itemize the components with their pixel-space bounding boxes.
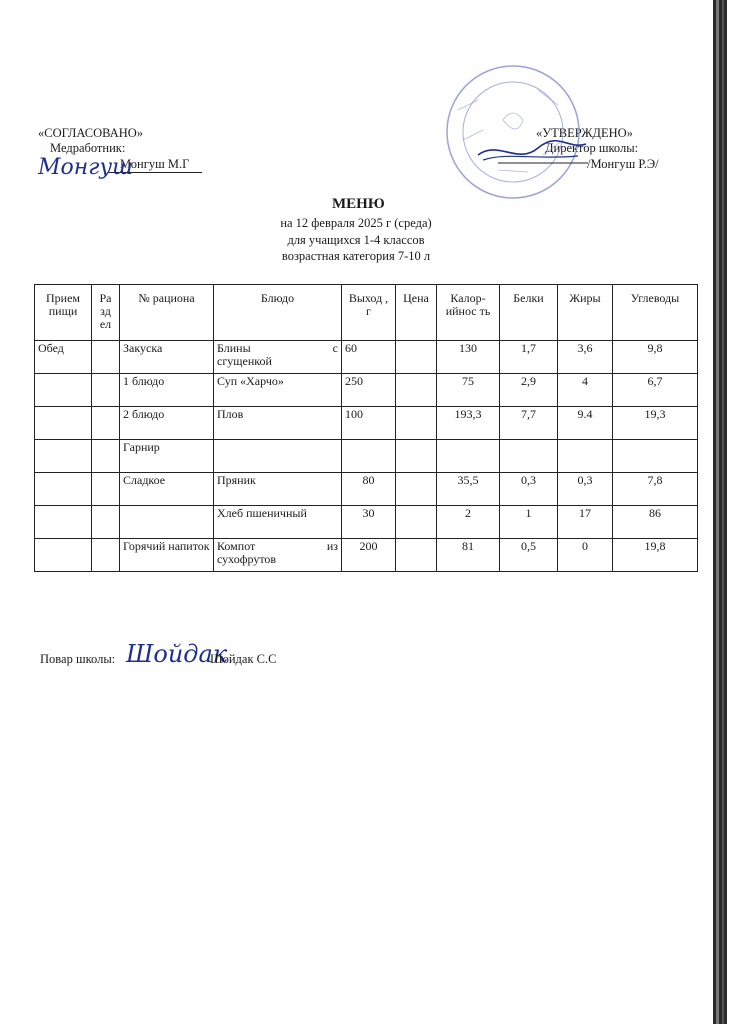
- cell-fat: 0,3: [558, 473, 613, 506]
- cell-output: 60: [342, 341, 396, 374]
- cell-dish: [214, 440, 342, 473]
- col-meal: Прием пищи: [35, 285, 92, 341]
- cell-calories: 2: [437, 506, 500, 539]
- cell-meal: [35, 374, 92, 407]
- menu-table: [34, 284, 698, 572]
- cell-dish: Пряник: [214, 473, 342, 506]
- cell-course: Горячий напиток: [120, 539, 214, 572]
- table-row: [35, 506, 698, 539]
- director-name: /Монгуш Р.Э/: [587, 157, 659, 171]
- cell-price: [396, 506, 437, 539]
- cell-course: 1 блюдо: [120, 374, 214, 407]
- dish-word-2: из: [326, 539, 338, 553]
- cell-output: 100: [342, 407, 396, 440]
- cell-carbs: 19,8: [613, 539, 698, 572]
- agreed-label: «СОГЛАСОВАНО»: [38, 126, 144, 140]
- cell-protein: 7,7: [500, 407, 558, 440]
- cell-meal: [35, 506, 92, 539]
- cell-protein: [500, 440, 558, 473]
- cell-fat: 4: [558, 374, 613, 407]
- cell-carbs: 19,3: [613, 407, 698, 440]
- cell-course: Закуска: [120, 341, 214, 374]
- cell-dish: Хлеб пшеничный: [214, 506, 342, 539]
- cook-signature-text: Шойдак: [126, 640, 228, 668]
- cell-course: Гарнир: [120, 440, 214, 473]
- cell-protein: 2,9: [500, 374, 558, 407]
- cook-signature-image: [124, 636, 228, 670]
- cell-meal: [35, 473, 92, 506]
- col-ration: № рациона: [120, 285, 214, 341]
- cell-output: 80: [342, 473, 396, 506]
- cell-fat: 3,6: [558, 341, 613, 374]
- cell-section: [92, 473, 120, 506]
- cell-calories: [437, 440, 500, 473]
- cell-protein: 0,3: [500, 473, 558, 506]
- table-header-row: [35, 285, 698, 341]
- cell-fat: 17: [558, 506, 613, 539]
- cell-output: 200: [342, 539, 396, 572]
- medic-signature-text: Монгуш: [38, 155, 133, 180]
- cell-dish: [214, 341, 342, 374]
- cell-meal: Обед: [35, 341, 92, 374]
- cell-section: [92, 407, 120, 440]
- col-calories: Калор-ийнос ть: [437, 285, 500, 341]
- cell-course: 2 блюдо: [120, 407, 214, 440]
- approved-label: «УТВЕРЖДЕНО»: [536, 126, 633, 140]
- cell-dish: Суп «Харчо»: [214, 374, 342, 407]
- cook-label: Повар школы:: [40, 652, 116, 666]
- cell-output: 30: [342, 506, 396, 539]
- col-section: Ра зд ел: [92, 285, 120, 341]
- cook-name: Шойдак С.С: [210, 652, 277, 666]
- table-row: [35, 374, 698, 407]
- cell-price: [396, 440, 437, 473]
- cell-course: Сладкое: [120, 473, 214, 506]
- cell-protein: 0,5: [500, 539, 558, 572]
- cell-price: [396, 473, 437, 506]
- cell-output: [342, 440, 396, 473]
- cell-output: 250: [342, 374, 396, 407]
- cell-dish: Плов: [214, 407, 342, 440]
- medic-signature: [36, 150, 133, 180]
- students-line: для учащихся 1-4 классов: [287, 233, 425, 247]
- cell-section: [92, 539, 120, 572]
- cell-meal: [35, 539, 92, 572]
- table-row: [35, 341, 698, 374]
- medic-signature-image: [36, 150, 133, 180]
- cell-calories: 193,3: [437, 407, 500, 440]
- col-fat: Жиры: [558, 285, 613, 341]
- medic-role: Медработник:: [50, 141, 126, 155]
- cell-calories: 130: [437, 341, 500, 374]
- cell-carbs: 6,7: [613, 374, 698, 407]
- cook-signature: [124, 636, 228, 670]
- cell-calories: 35,5: [437, 473, 500, 506]
- col-protein: Белки: [500, 285, 558, 341]
- cell-protein: 1,7: [500, 341, 558, 374]
- col-dish: Блюдо: [214, 285, 342, 341]
- cell-price: [396, 374, 437, 407]
- cell-section: [92, 374, 120, 407]
- cell-section: [92, 341, 120, 374]
- cell-fat: 0: [558, 539, 613, 572]
- table-row: [35, 407, 698, 440]
- cell-course: [120, 506, 214, 539]
- dish-word-2: с: [332, 341, 338, 355]
- cell-carbs: [613, 440, 698, 473]
- table-row: [35, 440, 698, 473]
- col-carbs: Углеводы: [613, 285, 698, 341]
- medic-name: Монгуш М.Г: [108, 157, 202, 173]
- cell-carbs: 9,8: [613, 341, 698, 374]
- cell-price: [396, 407, 437, 440]
- table-row: [35, 539, 698, 572]
- director-role: Директор школы:: [545, 141, 639, 155]
- cell-carbs: 7,8: [613, 473, 698, 506]
- dish-word-3: сухофрутов: [217, 552, 277, 566]
- cell-price: [396, 341, 437, 374]
- cell-meal: [35, 440, 92, 473]
- col-price: Цена: [396, 285, 437, 341]
- cell-price: [396, 539, 437, 572]
- scan-edge-artifact: [710, 0, 732, 1024]
- col-output: Выход , г: [342, 285, 396, 341]
- cell-calories: 81: [437, 539, 500, 572]
- cell-section: [92, 506, 120, 539]
- school-stamp: [438, 60, 588, 205]
- cell-fat: 9.4: [558, 407, 613, 440]
- cell-meal: [35, 407, 92, 440]
- cell-calories: 75: [437, 374, 500, 407]
- menu-title: МЕНЮ: [332, 196, 385, 212]
- date-line: на 12 февраля 2025 г (среда): [280, 216, 432, 230]
- table-row: [35, 473, 698, 506]
- cell-fat: [558, 440, 613, 473]
- cell-protein: 1: [500, 506, 558, 539]
- dish-word-1: Блины: [217, 341, 251, 355]
- cell-dish: [214, 539, 342, 572]
- dish-word-3: сгущенкой: [217, 354, 272, 368]
- cell-section: [92, 440, 120, 473]
- dish-word-1: Компот: [217, 539, 256, 553]
- age-line: возрастная категория 7-10 л: [281, 249, 431, 263]
- cell-carbs: 86: [613, 506, 698, 539]
